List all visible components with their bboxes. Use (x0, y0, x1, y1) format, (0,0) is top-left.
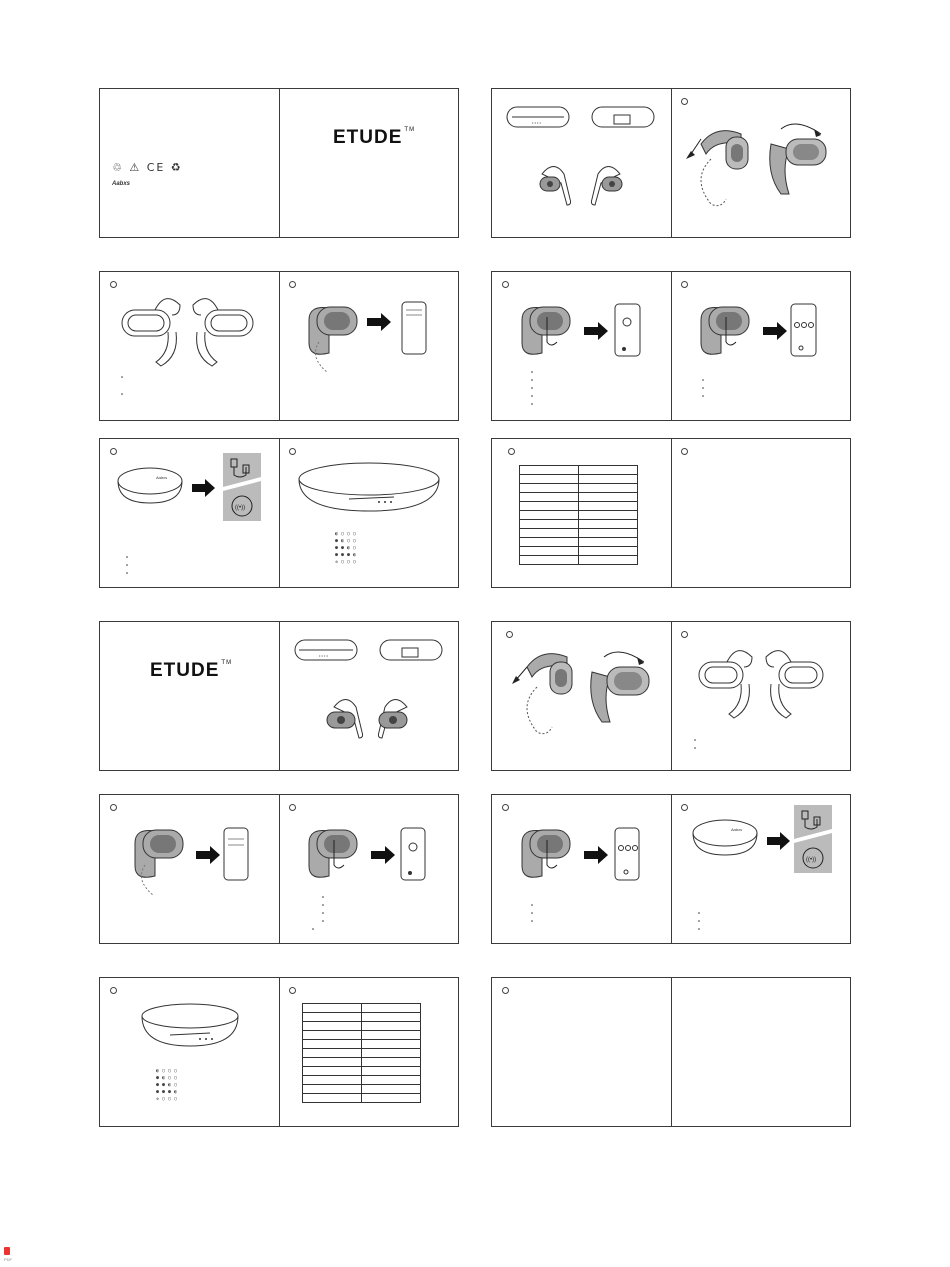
call-control-illustration (671, 272, 850, 420)
manual-sheet-pairing-2 (99, 794, 459, 944)
svg-text:• • • •: • • • • (532, 120, 541, 125)
panel-earbud-parts (100, 272, 279, 420)
earbud-icon (527, 654, 572, 694)
phone-icon (401, 828, 425, 880)
arrow-right-icon (367, 313, 391, 331)
arrow-right-icon (767, 832, 790, 850)
table-row (303, 1094, 421, 1103)
charging-methods-illustration (671, 795, 850, 943)
certification-marks: ♲ ⚠ CE ♻ (112, 161, 183, 174)
table-row (520, 493, 638, 502)
manual-sheet-touch-controls (491, 271, 851, 421)
earbud-icon (378, 700, 407, 739)
panel-battery-indicator (100, 978, 279, 1126)
charging-options-panel (794, 805, 832, 873)
manual-sheet-specifications (491, 438, 851, 588)
pairing-illustration (100, 795, 279, 943)
table-row (303, 1076, 421, 1085)
earbud-icon (770, 139, 826, 194)
charging-options-panel (223, 453, 261, 521)
table-row (303, 1040, 421, 1049)
phone-icon (791, 304, 816, 356)
svg-text:((•)): ((•)) (235, 505, 246, 511)
step-marker-icon (681, 448, 688, 455)
manual-sheet-wearing-2 (491, 621, 851, 771)
brand-logo (333, 127, 415, 149)
svg-text:• • • •: • • • • (319, 653, 328, 658)
manual-sheet-cover (99, 88, 459, 238)
svg-text:Aabxs: Aabxs (156, 475, 168, 480)
panel-blank (671, 978, 850, 1126)
table-row (303, 1067, 421, 1076)
battery-indicator-illustration (279, 439, 458, 587)
table-row (520, 538, 638, 547)
trademark-mark: TM (221, 660, 233, 666)
sub-brand-logo: Aabxs (112, 181, 131, 187)
pdf-file-icon (4, 1247, 10, 1255)
manual-sheet-battery-specs-2 (99, 977, 459, 1127)
svg-text:((•)): ((•)) (806, 857, 817, 863)
touch-control-illustration (279, 795, 458, 943)
table-row (520, 511, 638, 520)
file-type-label: PDF (4, 1257, 12, 1262)
panel-earbud-parts (671, 622, 850, 770)
panel-voice-assistant (279, 795, 458, 943)
earbud-icon (309, 830, 357, 877)
manual-sheet-product-overview (491, 88, 851, 238)
earbud-icon (701, 131, 748, 169)
arrow-right-icon (196, 846, 220, 864)
brand-logo-text: ETUDE (333, 127, 403, 148)
earbud-icon (699, 651, 752, 718)
arrow-right-icon (584, 846, 608, 864)
table-row (520, 547, 638, 556)
panel-charging-methods (671, 795, 850, 943)
panel-spec-table (279, 978, 458, 1126)
earbud-parts-illustration (100, 272, 279, 420)
charging-case-icon (118, 468, 182, 503)
phone-icon (224, 828, 248, 880)
earbud-icon (540, 167, 571, 206)
table-row (520, 475, 638, 484)
manual-sheet-calls-charging-2 (491, 794, 851, 944)
table-row (303, 1058, 421, 1067)
charging-methods-illustration (100, 439, 279, 587)
table-row (303, 1031, 421, 1040)
phone-icon (402, 302, 426, 354)
led-status-legend: ◐ ○ ○ ○ ● ◐ ○ ○ ● ● ◐ ○ ● ● ● ◐ ✲ ○ ○ ○ (335, 531, 357, 565)
panel-front-cover (100, 622, 279, 770)
manual-sheet-controls (99, 271, 459, 421)
panel-spec-table (492, 439, 671, 587)
call-control-illustration (492, 795, 671, 943)
table-row (303, 1004, 421, 1013)
charging-case-icon (380, 640, 442, 660)
panel-back-cover (100, 89, 279, 237)
charging-case-icon (507, 107, 569, 127)
earbud-icon (193, 299, 253, 366)
phone-icon (615, 828, 639, 880)
led-indicator-icon (378, 501, 392, 503)
table-row (303, 1049, 421, 1058)
phone-icon (615, 304, 640, 356)
step-marker-icon (508, 448, 515, 455)
wearing-illustration (671, 89, 850, 237)
table-row (520, 556, 638, 565)
specification-table (302, 1003, 421, 1103)
charging-case-icon (142, 1004, 238, 1046)
arrow-right-icon (763, 322, 787, 340)
svg-text:Aabxs: Aabxs (731, 827, 743, 832)
panel-pairing (279, 272, 458, 420)
wearing-illustration (492, 622, 671, 770)
case-and-earbuds-illustration (492, 89, 671, 237)
charging-case-icon (295, 640, 357, 660)
manual-sheet-charging (99, 438, 459, 588)
earbud-icon (327, 700, 363, 739)
charging-case-icon (592, 107, 654, 127)
earbud-icon (122, 299, 180, 366)
panel-case-and-earbuds (492, 89, 671, 237)
panel-charging-methods (100, 439, 279, 587)
earbud-icon (766, 651, 823, 718)
manual-sheet-cover-2 (99, 621, 459, 771)
table-row (520, 529, 638, 538)
step-marker-icon (289, 987, 296, 994)
manual-sheet-notes-2 (491, 977, 851, 1127)
panel-front-cover (279, 89, 458, 237)
panel-case-and-earbuds (279, 622, 458, 770)
touch-control-illustration (492, 272, 671, 420)
panel-pairing (100, 795, 279, 943)
table-row (520, 520, 638, 529)
table-row (520, 466, 638, 475)
panel-battery-indicator (279, 439, 458, 587)
panel-wearing (671, 89, 850, 237)
trademark-mark: TM (404, 127, 416, 133)
panel-call-controls (492, 795, 671, 943)
earbud-parts-illustration (671, 622, 850, 770)
table-row (303, 1022, 421, 1031)
led-status-legend: ◐ ○ ○ ○ ● ◐ ○ ○ ● ● ◐ ○ ● ● ● ◐ ✲ ○ ○ ○ (156, 1068, 178, 1102)
step-marker-icon (502, 987, 509, 994)
charging-case-icon (693, 820, 757, 855)
battery-indicator-illustration (100, 978, 279, 1126)
panel-call-controls (671, 272, 850, 420)
panel-notes (492, 978, 671, 1126)
earbud-icon (701, 307, 749, 354)
earbud-icon (591, 667, 649, 722)
earbud-icon (522, 830, 570, 877)
panel-notes (671, 439, 850, 587)
charging-case-icon (299, 463, 439, 511)
brand-logo (150, 660, 232, 682)
arrow-right-icon (584, 322, 608, 340)
earbud-icon (522, 307, 570, 354)
led-indicator-icon (199, 1038, 213, 1040)
specification-table (519, 465, 638, 565)
arrow-right-icon (371, 846, 395, 864)
table-row (520, 502, 638, 511)
panel-voice-assistant (492, 272, 671, 420)
case-and-earbuds-illustration (279, 622, 458, 770)
arrow-right-icon (192, 479, 215, 497)
table-row (520, 484, 638, 493)
earbud-icon (591, 167, 622, 206)
table-row (303, 1085, 421, 1094)
table-row (303, 1013, 421, 1022)
pairing-illustration (279, 272, 458, 420)
brand-logo-text: ETUDE (150, 660, 220, 681)
panel-wearing (492, 622, 671, 770)
